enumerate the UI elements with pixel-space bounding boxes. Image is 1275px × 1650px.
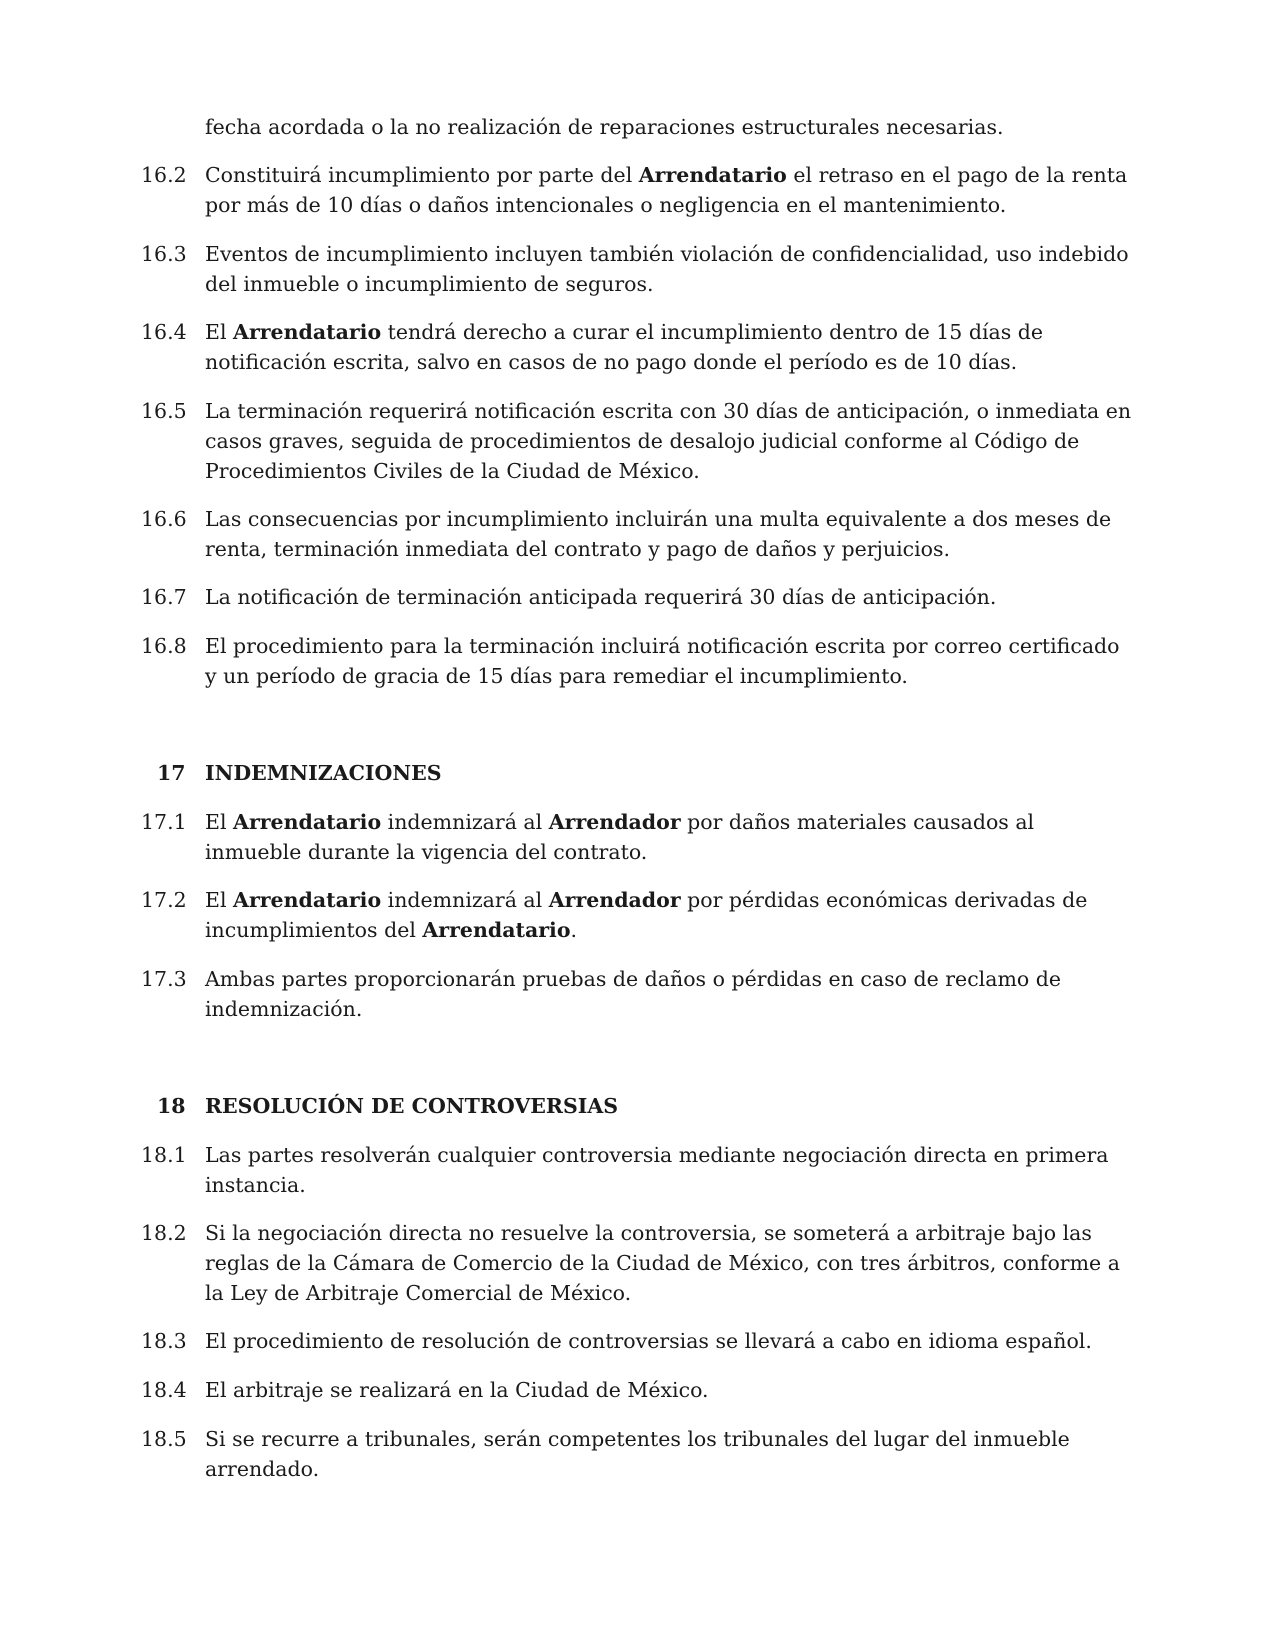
clause-text: Las partes resolverán cualquier controversia mediante negociación directa en primera instancia. [205, 1143, 1109, 1197]
clause-number: 17.2 [141, 888, 187, 912]
section-number: 17 [157, 761, 186, 785]
clause-text: El procedimiento para la terminación incluirá notificación escrita por correo certificado y un período de gracia de 15 días para remediar el incumplimiento. [205, 634, 1120, 688]
clause-18-5 [141, 1424, 1131, 1484]
clause-number: 17.1 [141, 810, 187, 834]
section-title: INDEMNIZACIONES [205, 761, 442, 785]
clause-number: 16.7 [141, 585, 187, 609]
clause-number: 18.4 [141, 1378, 187, 1402]
clause-number: 18.3 [141, 1329, 187, 1353]
clause-18-2 [141, 1218, 1131, 1308]
clause-text: Las consecuencias por incumplimiento incluirán una multa equivalente a dos meses de renta, terminación inmediata del contrato y pago de daños y perjuicios. [205, 507, 1112, 561]
clause-number: 16.2 [141, 163, 187, 187]
clause-text: La terminación requerirá notificación escrita con 30 días de anticipación, o inmediata en casos graves, seguida de procedimientos de desalojo judicial conforme al Código de Procedimientos Civiles de la Ciudad de México. [205, 399, 1132, 483]
clause-17-2 [141, 885, 1131, 945]
clause-text: El procedimiento de resolución de controversias se llevará a cabo en idioma español. [205, 1329, 1092, 1353]
clause-18-1 [141, 1140, 1131, 1200]
section-heading-18 [141, 1091, 1131, 1121]
clause-17-1 [141, 807, 1131, 867]
clause-16-4 [141, 317, 1131, 377]
section-title: RESOLUCIÓN DE CONTROVERSIAS [205, 1094, 619, 1118]
clause-16-5 [141, 396, 1131, 486]
clause-16-3 [141, 239, 1131, 299]
clause-number: 18.2 [141, 1221, 187, 1245]
section-heading-17 [141, 758, 1131, 788]
clause-text: La notificación de terminación anticipada requerirá 30 días de anticipación. [205, 585, 997, 609]
clause-number: 17.3 [141, 967, 187, 991]
clause-text: Eventos de incumplimiento incluyen también violación de confidencialidad, uso indebido del inmueble o incumplimiento de seguros. [205, 242, 1129, 296]
clause-18-4 [141, 1375, 1131, 1405]
clause-16-2 [141, 160, 1131, 220]
clause-number: 16.4 [141, 320, 187, 344]
clause-number: 18.1 [141, 1143, 187, 1167]
clause-text: Si se recurre a tribunales, serán competentes los tribunales del lugar del inmueble arrendado. [205, 1427, 1070, 1481]
clause-text: El arbitraje se realizará en la Ciudad de México. [205, 1378, 709, 1402]
clause-number: 18.5 [141, 1427, 187, 1451]
section-number: 18 [157, 1094, 186, 1118]
clause-number: 16.5 [141, 399, 187, 423]
clause-number: 16.8 [141, 634, 187, 658]
clause-text: Ambas partes proporcionarán pruebas de daños o pérdidas en caso de reclamo de indemnización. [205, 967, 1062, 1021]
clause-text: Constituirá incumplimiento por parte del Arrendatario el retraso en el pago de la renta por más de 10 días o daños intencionales o negligencia en el mantenimiento. [205, 163, 1128, 217]
clause-16-6 [141, 504, 1131, 564]
clause-18-3 [141, 1326, 1131, 1356]
continuation-text: fecha acordada o la no realización de reparaciones estructurales necesarias. [205, 115, 1004, 139]
clause-text: El Arrendatario tendrá derecho a curar el incumplimiento dentro de 15 días de notificación escrita, salvo en casos de no pago donde el período es de 10 días. [205, 320, 1044, 374]
clause-text: El Arrendatario indemnizará al Arrendador por pérdidas económicas derivadas de incumplimientos del Arrendatario. [205, 888, 1088, 942]
clause-number: 16.6 [141, 507, 187, 531]
clause-text: El Arrendatario indemnizará al Arrendador por daños materiales causados al inmueble durante la vigencia del contrato. [205, 810, 1035, 864]
clause-17-3 [141, 964, 1131, 1024]
clause-16-8 [141, 631, 1131, 691]
clause-number: 16.3 [141, 242, 187, 266]
clause-text: Si la negociación directa no resuelve la controversia, se someterá a arbitraje bajo las reglas de la Cámara de Comercio de la Ciudad de México, con tres árbitros, conforme a la Ley de Arbitraje Comercial de México. [205, 1221, 1120, 1305]
clause-16-7 [141, 582, 1131, 612]
